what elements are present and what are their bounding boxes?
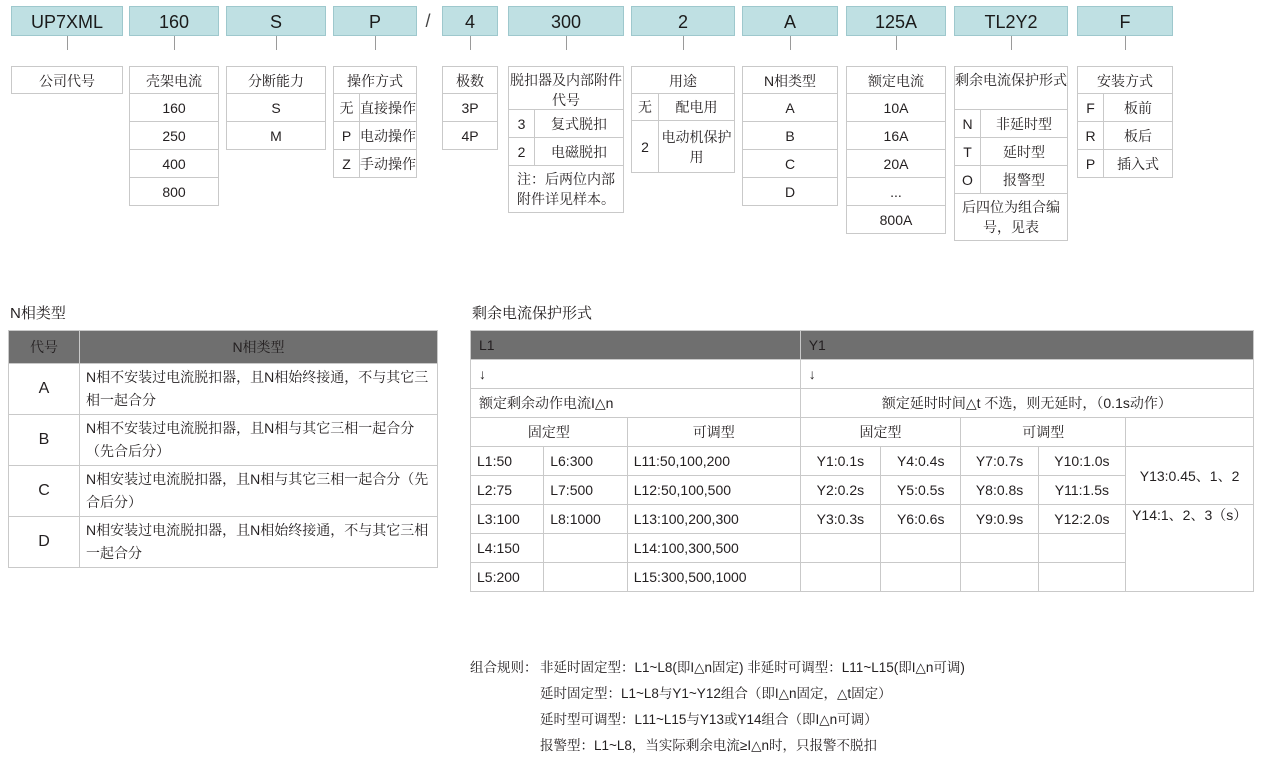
model-code-diagram [8, 6, 1278, 241]
rcd-left-fixed-b [544, 563, 627, 592]
table-header-row [9, 331, 438, 364]
rcd-desc-left: 额定剩余动作电流I△n [471, 389, 801, 418]
legend-opt: 250 [129, 122, 219, 150]
n-phase-desc: N相不安装过电流脱扣器，且N相与其它三相一起合分（先合后分） [80, 415, 438, 466]
rcd-right-combo-1: Y13:0.45、1、2 [1126, 447, 1254, 505]
legend-opt-key: O [955, 166, 981, 193]
rcd-sub-right-fixed: 固定型 [800, 418, 961, 447]
rcd-arrow-left: ↓ [471, 360, 801, 389]
rcd-empty-cell [1038, 563, 1125, 592]
legend-opt-pair [333, 150, 417, 178]
rcd-left-adj: L11:50,100,200 [627, 447, 800, 476]
table-row [471, 505, 1254, 534]
rcd-header-y1: Y1 [800, 331, 1253, 360]
rcd-right-fixed-b: Y5:0.5s [881, 476, 961, 505]
n-phase-header-code: 代号 [9, 331, 80, 364]
legend-opt-value: 非延时型 [996, 116, 1052, 132]
legend-col-mounting [1072, 66, 1178, 178]
legend-opt-value: 板前 [1124, 100, 1152, 116]
code-chip-frame-current: 160 [129, 6, 219, 36]
code-chip-company: UP7XML [11, 6, 123, 36]
rcd-right-adj-a: Y7:0.7s [961, 447, 1038, 476]
legend-opt-value: 板后 [1124, 128, 1152, 144]
n-phase-code: A [9, 364, 80, 415]
rules-text: 报警型：L1~L8，当实际剩余电流≥I△n时，只报警不脱扣 [540, 738, 877, 753]
legend-opt: 3P [442, 94, 498, 122]
rules-line [470, 733, 1260, 759]
legend-opt-pair [508, 110, 624, 138]
rcd-left-fixed-a: L1:50 [471, 447, 544, 476]
code-chip-mounting: F [1077, 6, 1173, 36]
legend-col-frame-current [126, 66, 222, 206]
legend-opt-key: T [955, 138, 981, 165]
n-phase-header-type: N相类型 [80, 331, 438, 364]
code-chip-operation: P [333, 6, 417, 36]
rcd-right-fixed-b: Y4:0.4s [881, 447, 961, 476]
rcd-right-fixed-a: Y2:0.2s [800, 476, 880, 505]
legend-opt-pair [1077, 122, 1173, 150]
legend-opt-value: 手动操作 [360, 156, 416, 172]
rcd-left-fixed-a: L4:150 [471, 534, 544, 563]
legend-col-rated-current [842, 66, 950, 234]
rcd-sub-left-adj: 可调型 [627, 418, 800, 447]
legend-opt-value: 直接操作 [360, 100, 416, 116]
table-row [471, 389, 1254, 418]
code-chip-n-phase: A [742, 6, 838, 36]
n-phase-code: B [9, 415, 80, 466]
rcd-arrow-right: ↓ [800, 360, 1253, 389]
rcd-left-fixed-b: L7:500 [544, 476, 627, 505]
combination-rules [470, 655, 1260, 759]
legend-opt-pair [1077, 94, 1173, 122]
legend-col-n-phase [738, 66, 842, 206]
legend-opt-pair [333, 94, 417, 122]
rules-spacer [470, 681, 540, 707]
residual-current-table [470, 330, 1254, 592]
table-row [9, 415, 438, 466]
legend-opt: 800A [846, 206, 946, 234]
rcd-right-adj-b: Y12:2.0s [1038, 505, 1125, 534]
rcd-empty-cell [800, 563, 880, 592]
rcd-left-fixed-a: L2:75 [471, 476, 544, 505]
table-row [9, 364, 438, 415]
rcd-right-adj-b: Y10:1.0s [1038, 447, 1125, 476]
rcd-empty-cell [1038, 534, 1125, 563]
code-chip-poles: 4 [442, 6, 498, 36]
rcd-left-fixed-b: L6:300 [544, 447, 627, 476]
rcd-section-title: 剩余电流保护形式 [472, 305, 593, 322]
legend-opt-key: 无 [334, 94, 360, 121]
legend-opt-value: 复式脱扣 [551, 116, 607, 132]
legend-opt-pair [954, 110, 1068, 138]
table-row [9, 466, 438, 517]
rcd-sub-left-fixed: 固定型 [471, 418, 628, 447]
legend-opt-value: 电动机保护用 [661, 128, 732, 165]
legend-title-residual: 剩余电流保护形式 [954, 66, 1068, 110]
code-chip-release: 300 [508, 6, 624, 36]
table-row [471, 360, 1254, 389]
legend-col-poles [436, 66, 504, 150]
rcd-right-fixed-b: Y6:0.6s [881, 505, 961, 534]
legend-opt: D [742, 178, 838, 206]
legend-opt-value: 配电用 [675, 99, 718, 115]
rcd-sub-right-combo [1126, 418, 1254, 447]
legend-opt: M [226, 122, 326, 150]
legend-title-usage: 用途 [631, 66, 735, 94]
legend-opt-key: P [334, 122, 360, 149]
code-chip-row [8, 6, 1278, 36]
rcd-left-fixed-a: L3:100 [471, 505, 544, 534]
code-separator-slash: / [425, 11, 431, 31]
legend-opt-pair [631, 121, 735, 173]
legend-opt-key: Z [334, 150, 360, 177]
table-header-row [471, 331, 1254, 360]
legend-col-operation [330, 66, 420, 178]
rcd-left-adj: L15:300,500,1000 [627, 563, 800, 592]
rcd-right-fixed-a: Y3:0.3s [800, 505, 880, 534]
rcd-sub-right-adj: 可调型 [961, 418, 1126, 447]
legend-opt-key: 3 [509, 110, 535, 137]
n-phase-desc: N相不安装过电流脱扣器，且N相始终接通，不与其它三相一起合分 [80, 364, 438, 415]
legend-opt: 400 [129, 150, 219, 178]
n-phase-desc: N相安装过电流脱扣器，且N相始终接通，不与其它三相一起合分 [80, 517, 438, 568]
legend-opt-value: 报警型 [1003, 172, 1045, 188]
legend-title-rated-current: 额定电流 [846, 66, 946, 94]
rules-text: 延时型可调型：L11~L15与Y13或Y14组合（即I△n可调） [540, 712, 878, 727]
legend-title-operation: 操作方式 [333, 66, 417, 94]
code-chip-residual: TL2Y2 [954, 6, 1068, 36]
legend-opt-pair [1077, 150, 1173, 178]
n-phase-code: C [9, 466, 80, 517]
legend-opt-pair [631, 94, 735, 121]
legend-title-frame-current: 壳架电流 [129, 66, 219, 94]
rcd-empty-cell [961, 534, 1038, 563]
rules-line [470, 707, 1260, 733]
rcd-empty-cell [961, 563, 1038, 592]
legend-opt-key: P [1078, 150, 1104, 177]
legend-title-breaking-capacity: 分断能力 [226, 66, 326, 94]
table-row [471, 447, 1254, 476]
rules-line [470, 655, 1260, 681]
table-row [9, 517, 438, 568]
legend-col-company [8, 66, 126, 94]
legend-opt-pair [954, 138, 1068, 166]
legend-opt: C [742, 150, 838, 178]
legend-opt-pair [954, 166, 1068, 194]
rcd-left-adj: L12:50,100,500 [627, 476, 800, 505]
legend-opt-key: R [1078, 122, 1104, 149]
legend-opt-value: 电动操作 [360, 128, 416, 144]
legend-opt-pair [508, 138, 624, 166]
rcd-empty-cell [881, 534, 961, 563]
rules-spacer [470, 733, 540, 759]
legend-opt-key: 2 [632, 121, 659, 172]
rcd-left-fixed-b: L8:1000 [544, 505, 627, 534]
legend-opt: 16A [846, 122, 946, 150]
legend-col-release [504, 66, 628, 213]
rcd-empty-cell [800, 534, 880, 563]
legend-opt-key: N [955, 110, 981, 137]
rcd-empty-cell [881, 563, 961, 592]
legend-col-breaking-capacity [222, 66, 330, 150]
legend-opt: A [742, 94, 838, 122]
legend-opt-pair [333, 122, 417, 150]
rcd-left-fixed-a: L5:200 [471, 563, 544, 592]
n-phase-code: D [9, 517, 80, 568]
rcd-left-adj: L13:100,200,300 [627, 505, 800, 534]
n-phase-desc: N相安装过电流脱扣器，且N相与其它三相一起合分（先合后分） [80, 466, 438, 517]
legend-opt: 160 [129, 94, 219, 122]
legend-opt-value: 电磁脱扣 [551, 144, 607, 160]
legend-opt-key: 无 [632, 94, 659, 120]
code-chip-breaking-capacity: S [226, 6, 326, 36]
legend-opt: 4P [442, 122, 498, 150]
rcd-right-combo-2: Y14:1、2、3（s） [1126, 505, 1254, 592]
code-chip-usage: 2 [631, 6, 735, 36]
legend-opt: 800 [129, 178, 219, 206]
legend-opt: S [226, 94, 326, 122]
n-phase-section-title: N相类型 [10, 305, 66, 322]
rules-label: 组合规则： [470, 660, 538, 675]
legend-title-mounting: 安装方式 [1077, 66, 1173, 94]
legend-note-residual: 后四位为组合编号，见表 [954, 194, 1068, 241]
rules-spacer [470, 707, 540, 733]
legend-col-usage [628, 66, 738, 173]
legend-title-company: 公司代号 [11, 66, 123, 94]
legend-opt-key: 2 [509, 138, 535, 165]
legend-opt-value: 延时型 [1003, 144, 1045, 160]
rules-text: 非延时固定型：L1~L8(即I△n固定) 非延时可调型：L11~L15(即I△n可调) [540, 660, 965, 675]
rcd-right-fixed-a: Y1:0.1s [800, 447, 880, 476]
legend-opt: ... [846, 178, 946, 206]
legend-col-residual [950, 66, 1072, 241]
rcd-header-l1: L1 [471, 331, 801, 360]
legend-title-release: 脱扣器及内部附件代号 [508, 66, 624, 110]
rcd-right-adj-a: Y8:0.8s [961, 476, 1038, 505]
legend-opt-value: 插入式 [1117, 156, 1159, 172]
rcd-desc-right: 额定延时时间△t 不选，则无延时，（0.1s动作） [800, 389, 1253, 418]
legend-opt: 20A [846, 150, 946, 178]
legend-row [8, 66, 1278, 241]
legend-opt: B [742, 122, 838, 150]
legend-note-release: 注：后两位内部附件详见样本。 [508, 166, 624, 213]
legend-title-n-phase: N相类型 [742, 66, 838, 94]
table-row [471, 418, 1254, 447]
legend-opt: 10A [846, 94, 946, 122]
connector-row [8, 36, 1278, 66]
n-phase-table [8, 330, 438, 568]
rules-text: 延时固定型：L1~L8与Y1~Y12组合（即I△n固定，△t固定） [540, 686, 892, 701]
rcd-right-adj-a: Y9:0.9s [961, 505, 1038, 534]
legend-title-poles: 极数 [442, 66, 498, 94]
rules-line [470, 681, 1260, 707]
legend-opt-key: F [1078, 94, 1104, 121]
rcd-left-adj: L14:100,300,500 [627, 534, 800, 563]
rcd-left-fixed-b [544, 534, 627, 563]
code-chip-rated-current: 125A [846, 6, 946, 36]
rcd-right-adj-b: Y11:1.5s [1038, 476, 1125, 505]
